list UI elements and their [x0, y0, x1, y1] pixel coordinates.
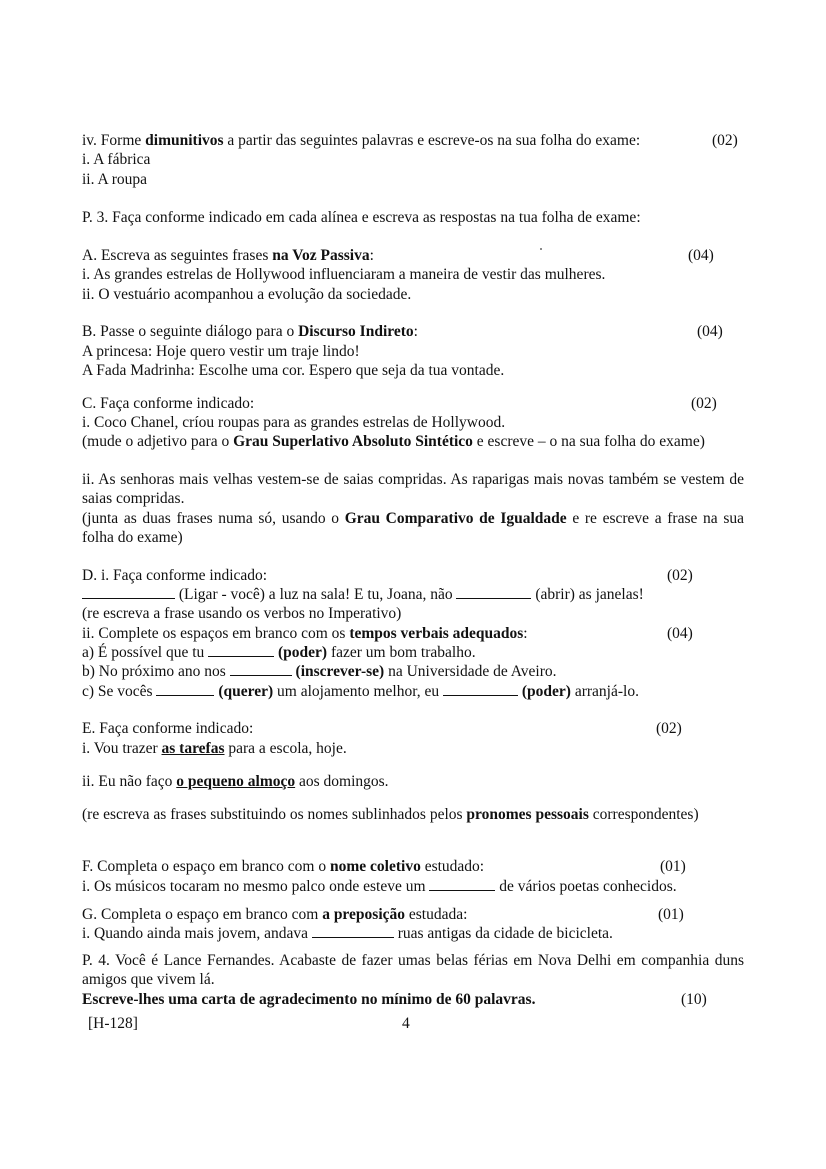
iv-points: (02) [712, 132, 738, 149]
g-item-i: i. Quando ainda mais jovem, andava ruas antigas da cidade de bicicleta. [82, 925, 613, 942]
d-points-2: (04) [667, 625, 693, 642]
paper-code: [H-128] [88, 1015, 138, 1032]
c-item-ii: ii. As senhoras mais velhas vestem-se de saias compridas. As raparigas mais novas também se vestem de saias compridas. [82, 471, 744, 508]
b-line-2: A Fada Madrinha: Escolhe uma cor. Espero que seja da tua vontade. [82, 362, 505, 379]
iv-item-2: ii. A roupa [82, 171, 148, 188]
b-line-1: A princesa: Hoje quero vestir um traje lindo! [82, 343, 360, 360]
a-instruction: A. Escreva as seguintes frases na Voz Passiva: [82, 247, 374, 264]
e-heading: E. Faça conforme indicado: [82, 720, 254, 737]
blank-line [456, 586, 531, 599]
a-points: (04) [688, 247, 714, 264]
c-item-i: i. Coco Chanel, críou roupas para as grandes estrelas de Hollywood. [82, 414, 506, 431]
blank-line [82, 586, 175, 599]
iv-item-1: i. A fábrica [82, 151, 151, 168]
a-item-2: ii. O vestuário acompanhou a evolução da sociedade. [82, 286, 412, 303]
e-item-i: i. Vou trazer as tarefas para a escola, hoje. [82, 740, 347, 757]
d-sentence-1-instruction: (re escreva a frase usando os verbos no Imperativo) [82, 605, 402, 622]
e-points: (02) [656, 720, 682, 737]
e-item-ii: ii. Eu não faço o pequeno almoço aos domingos. [82, 773, 389, 790]
f-item-i: i. Os músicos tocaram no mesmo palco onde esteve um de vários poetas conhecidos. [82, 878, 677, 895]
page-number: 4 [402, 1015, 410, 1032]
p4-task: Escreve-lhes uma carta de agradecimento no mínimo de 60 palavras. [82, 991, 536, 1008]
d-sentence-1: (Ligar - você) a luz na sala! E tu, Joana, não (abrir) as janelas! [82, 585, 644, 604]
b-instruction: B. Passe o seguinte diálogo para o Discurso Indireto: [82, 323, 418, 340]
d-heading: D. i. Faça conforme indicado: [82, 567, 268, 584]
p4-points: (10) [681, 991, 707, 1008]
g-points: (01) [658, 906, 684, 923]
scan-speck [540, 248, 542, 250]
a-item-1: i. As grandes estrelas de Hollywood influenciaram a maneira de vestir das mulheres. [82, 266, 606, 283]
d-ii-instruction: ii. Complete os espaços em branco com os tempos verbais adequados: [82, 625, 528, 642]
d-item-c: c) Se vocês (querer) um alojamento melhor, eu (poder) arranjá-lo. [82, 683, 639, 700]
p3-heading: P. 3. Faça conforme indicado em cada alínea e escreva as respostas na tua folha de exame: [82, 209, 641, 226]
f-instruction: F. Completa o espaço em branco com o nome coletivo estudado: [82, 858, 485, 875]
iv-instruction: iv. Forme dimunitivos a partir das seguintes palavras e escreve-os na sua folha do exame: [82, 132, 641, 149]
c-item-ii-instruction: (junta as duas frases numa só, usando o Grau Comparativo de Igualdade e re escreve a frase na sua folha do exame) [82, 510, 744, 547]
b-points: (04) [697, 323, 723, 340]
c-points: (02) [691, 395, 717, 412]
c-item-i-instruction: (mude o adjetivo para o Grau Superlativo Absoluto Sintético e escreve – o na sua folha do exame) [82, 433, 705, 450]
blank-line [156, 683, 214, 696]
blank-line [230, 663, 292, 676]
d-item-b: b) No próximo ano nos (inscrever-se) na Universidade de Aveiro. [82, 663, 557, 680]
blank-line [312, 925, 394, 938]
blank-line [429, 878, 495, 891]
d-points-1: (02) [667, 567, 693, 584]
g-instruction: G. Completa o espaço em branco com a preposição estudada: [82, 906, 468, 923]
c-heading: C. Faça conforme indicado: [82, 395, 255, 412]
p4-prompt: P. 4. Você é Lance Fernandes. Acabaste de fazer umas belas férias em Nova Delhi em companhia duns amigos que vivem lá. [82, 952, 744, 989]
blank-line [208, 644, 274, 657]
blank-line [443, 683, 518, 696]
f-points: (01) [660, 858, 686, 875]
e-instruction: (re escreva as frases substituindo os nomes sublinhados pelos pronomes pessoais correspondentes) [82, 806, 699, 823]
d-item-a: a) É possível que tu (poder) fazer um bom trabalho. [82, 644, 476, 661]
